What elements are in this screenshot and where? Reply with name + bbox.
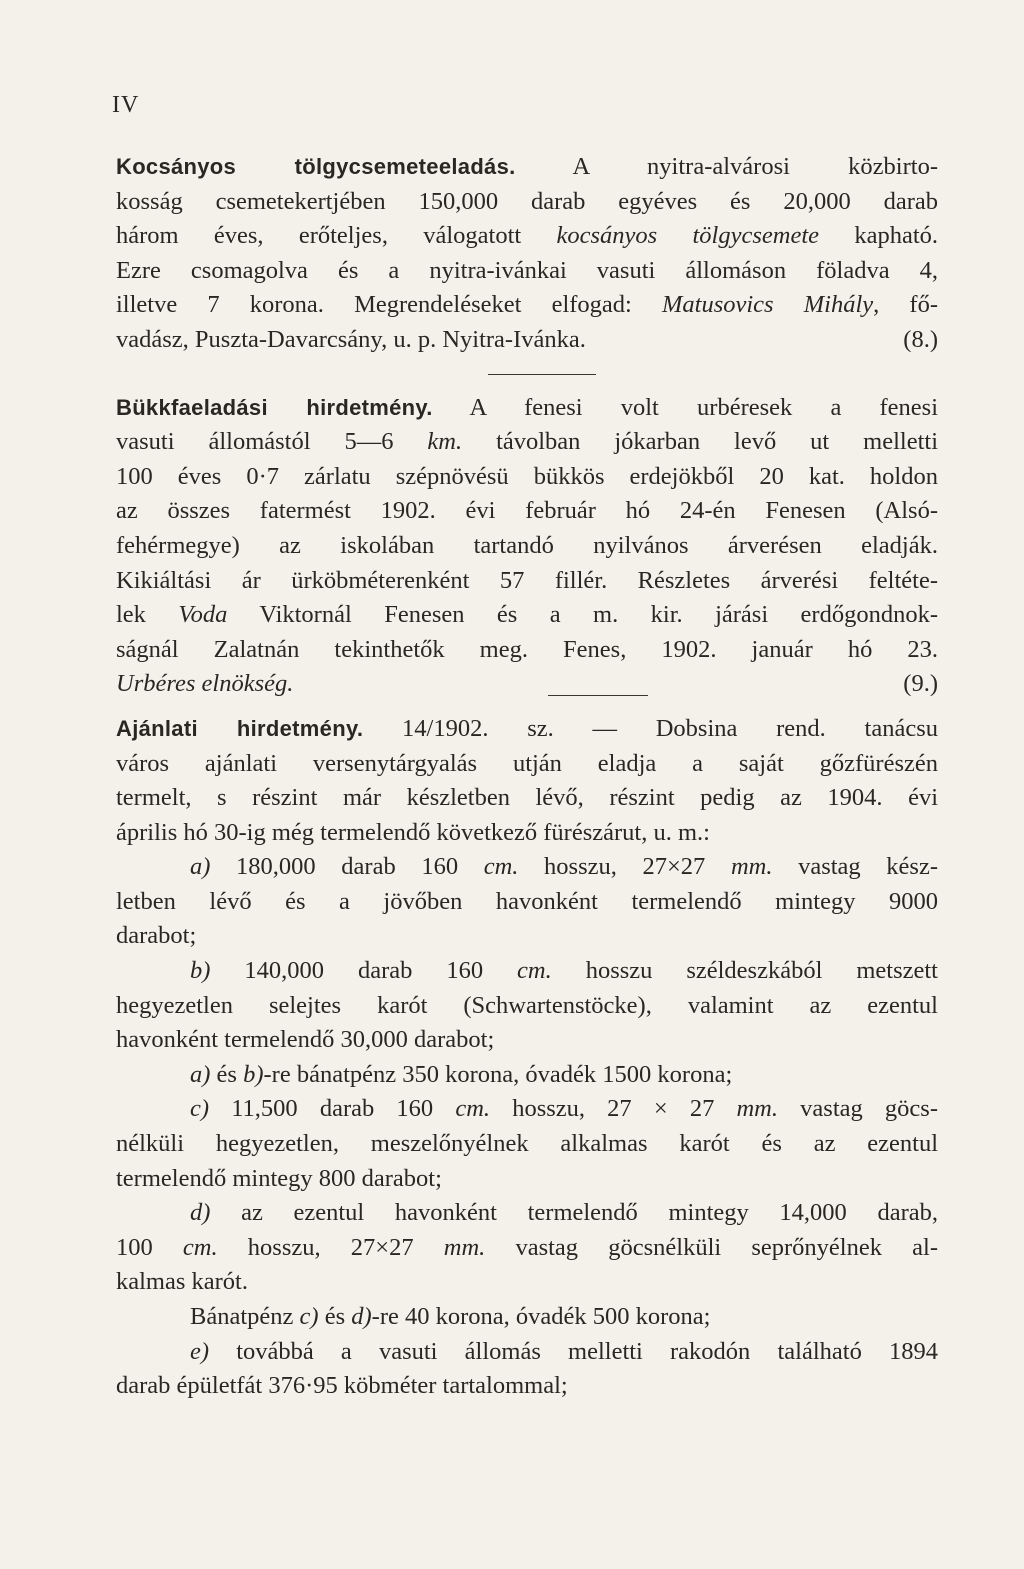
- text-line: A fenesi volt urbéresek a fenesi: [469, 393, 939, 421]
- text-line: havonként termelendő 30,000 darabot;: [116, 1026, 495, 1054]
- paragraph-line: [116, 425, 938, 460]
- paragraph-line: [116, 712, 938, 747]
- text-line: 100: [116, 1233, 183, 1261]
- italic-name: Voda: [178, 601, 228, 629]
- text-line: vastag göcsnélküli seprőnyélnek al-: [485, 1233, 938, 1261]
- item-marker: e): [190, 1337, 210, 1365]
- text-line: termelt, s részint már készletben lévő, részint pedig az 1904. évi: [116, 784, 938, 812]
- text-line: kalmas karót.: [116, 1268, 248, 1296]
- text-line: és: [318, 1303, 352, 1330]
- paragraph-line: [116, 1127, 938, 1162]
- text-line: kosság csemetekertjében 150,000 darab egyéves és 20,000 darab: [116, 187, 938, 215]
- advertisement-oak-seedlings: [116, 150, 938, 358]
- text-line: három éves, erőteljes, válogatott: [116, 222, 557, 250]
- text-line: vasuti állomástól 5—6: [116, 428, 428, 456]
- text-line: — Dobsina rend. tanácsu: [592, 714, 939, 742]
- item-marker: b): [190, 957, 211, 985]
- paragraph-line: [116, 1369, 938, 1404]
- text-line: távolban jókarban levő ut melletti: [462, 428, 938, 456]
- text-line: az ezentul havonként termelendő mintegy 14,000 darab,: [210, 1199, 938, 1227]
- text-line: hosszu széldeszkából metszett: [551, 957, 938, 985]
- text-line: A nyitra-alvárosi közbirto-: [572, 153, 938, 180]
- text-line: 180,000 darab 160: [210, 853, 484, 881]
- list-item: [116, 954, 938, 989]
- text-line: termelendő mintegy 800 darabot;: [116, 1164, 442, 1192]
- ad-headline: Ajánlati hirdetmény.: [116, 715, 364, 741]
- item-marker: a): [190, 853, 211, 881]
- text-line: illetve 7 korona. Megrendeléseket elfogad:: [116, 291, 662, 319]
- italic-unit: mm.: [443, 1233, 486, 1261]
- text-line: , fő-: [873, 291, 938, 319]
- paragraph-line: [116, 816, 938, 851]
- paragraph-line: [116, 529, 938, 564]
- text-line: kapható.: [819, 222, 939, 250]
- paragraph-line: [116, 150, 938, 185]
- paragraph-line: [116, 885, 938, 920]
- list-item: [116, 1300, 938, 1335]
- text-line: Viktornál Fenesen és a m. kir. járási erdőgondnok-: [227, 601, 938, 629]
- text-line: vastag göcs-: [778, 1095, 938, 1123]
- text-line: április hó 30-ig még termelendő következő fürészárut, u. m.:: [116, 818, 710, 846]
- reference-number: 14/1902. sz.: [402, 714, 554, 742]
- closing-line: [116, 323, 938, 358]
- paragraph-line: [116, 185, 938, 220]
- paragraph-line: [116, 494, 938, 529]
- advertisement-tender: [116, 712, 938, 1404]
- closing-line: [116, 667, 938, 702]
- italic-unit: cm.: [483, 853, 519, 881]
- italic-unit: cm.: [182, 1233, 218, 1261]
- paragraph-line: [116, 219, 938, 254]
- item-marker: c): [190, 1095, 210, 1123]
- ad-headline: Kocsányos tölgycsemeteeladás.: [116, 154, 516, 179]
- text-line: darabot;: [116, 922, 197, 950]
- text-line: 100 éves 0·7 zárlatu szépnövésü bükkös erdejökből 20 kat. holdon: [116, 462, 938, 490]
- text-line: Ezre csomagolva és a nyitra-ivánkai vasuti állomáson föladva 4,: [116, 256, 938, 284]
- text-line: vadász, Puszta-Davarcsány, u. p. Nyitra-Ivánka.: [116, 325, 586, 353]
- text-line: továbbá a vasuti állomás melletti rakodón található 1894: [209, 1337, 938, 1365]
- text-line: darab épületfát 376·95 köbméter tartalommal;: [116, 1372, 568, 1400]
- italic-unit: km.: [427, 428, 463, 456]
- paragraph-line: [116, 288, 938, 323]
- italic-unit: cm.: [455, 1095, 491, 1123]
- item-marker: b): [243, 1060, 264, 1088]
- text-line: 11,500 darab 160: [209, 1095, 456, 1123]
- text-line: lek: [116, 601, 179, 629]
- paragraph-line: [116, 919, 938, 954]
- paragraph-line: [116, 1265, 938, 1300]
- separator-rule: [488, 374, 596, 375]
- separator-rule: [548, 695, 648, 696]
- page-number: IV: [112, 92, 140, 118]
- list-item: [116, 1092, 938, 1127]
- italic-unit: cm.: [517, 957, 552, 985]
- text-line: hosszu, 27×27: [518, 853, 731, 881]
- italic-unit: mm.: [736, 1095, 778, 1123]
- text-line: -re 40 korona, óvadék 500 korona;: [371, 1303, 711, 1330]
- paragraph-line: [116, 391, 938, 426]
- list-item: [116, 1335, 938, 1370]
- item-marker: d): [190, 1199, 211, 1227]
- paragraph-line: [116, 564, 938, 599]
- ad-reference-number: (8.): [903, 325, 938, 353]
- ad-reference-number: (9.): [903, 670, 938, 698]
- text-line: vastag kész-: [772, 853, 938, 881]
- text-line: hosszu, 27×27: [217, 1233, 444, 1261]
- paragraph-line: [116, 781, 938, 816]
- text-line: Kikiáltási ár ürköbméterenként 57 fillér. Részletes árverési feltéte-: [116, 566, 938, 594]
- advertisement-beech-sale: [116, 391, 938, 702]
- text-column: [116, 150, 938, 1404]
- text-line: város ajánlati versenytárgyalás utján eladja a saját gőzfürészén: [116, 749, 938, 777]
- list-item: [116, 1196, 938, 1231]
- text-line: ságnál Zalatnán tekinthetők meg. Fenes, 1902. január hó 23.: [116, 635, 938, 663]
- signature-text: Urbéres elnökség.: [116, 670, 294, 698]
- paragraph-line: [116, 747, 938, 782]
- text-line: Bánatpénz: [190, 1303, 300, 1330]
- paragraph-line: [116, 598, 938, 633]
- paragraph-line: [116, 1231, 938, 1266]
- text-line: hegyezetlen selejtes karót (Schwartenstöcke), valamint az ezentul: [116, 991, 938, 1019]
- list-item: [116, 850, 938, 885]
- paragraph-line: [116, 1023, 938, 1058]
- text-line: -re bánatpénz 350 korona, óvadék 1500 korona;: [263, 1060, 733, 1088]
- text-line: az összes fatermést 1902. évi február hó 24-én Fenesen (Alsó-: [116, 497, 938, 525]
- item-marker: a): [190, 1060, 211, 1088]
- text-line: 140,000 darab 160: [210, 957, 518, 985]
- text-line: letben lévő és a jövőben havonként termelendő mintegy 9000: [116, 887, 938, 915]
- italic-name: Matusovics Mihály: [662, 291, 874, 319]
- paragraph-line: [116, 633, 938, 668]
- text-line: és: [210, 1060, 244, 1088]
- list-item: [116, 1058, 938, 1093]
- italic-term: kocsányos tölgycsemete: [556, 222, 820, 250]
- ad-headline: Bükkfaeladási hirdetmény.: [116, 394, 433, 420]
- paragraph-line: [116, 989, 938, 1024]
- italic-unit: mm.: [730, 853, 773, 881]
- item-marker: d): [351, 1303, 372, 1330]
- item-marker: c): [299, 1303, 319, 1330]
- paragraph-line: [116, 460, 938, 495]
- paragraph-line: [116, 254, 938, 289]
- text-line: nélküli hegyezetlen, meszelőnyélnek alkalmas karót és az ezentul: [116, 1130, 938, 1158]
- text-line: hosszu, 27 × 27: [490, 1095, 737, 1123]
- paragraph-line: [116, 1162, 938, 1197]
- text-line: fehérmegye) az iskolában tartandó nyilvános árverésen eladják.: [116, 531, 938, 559]
